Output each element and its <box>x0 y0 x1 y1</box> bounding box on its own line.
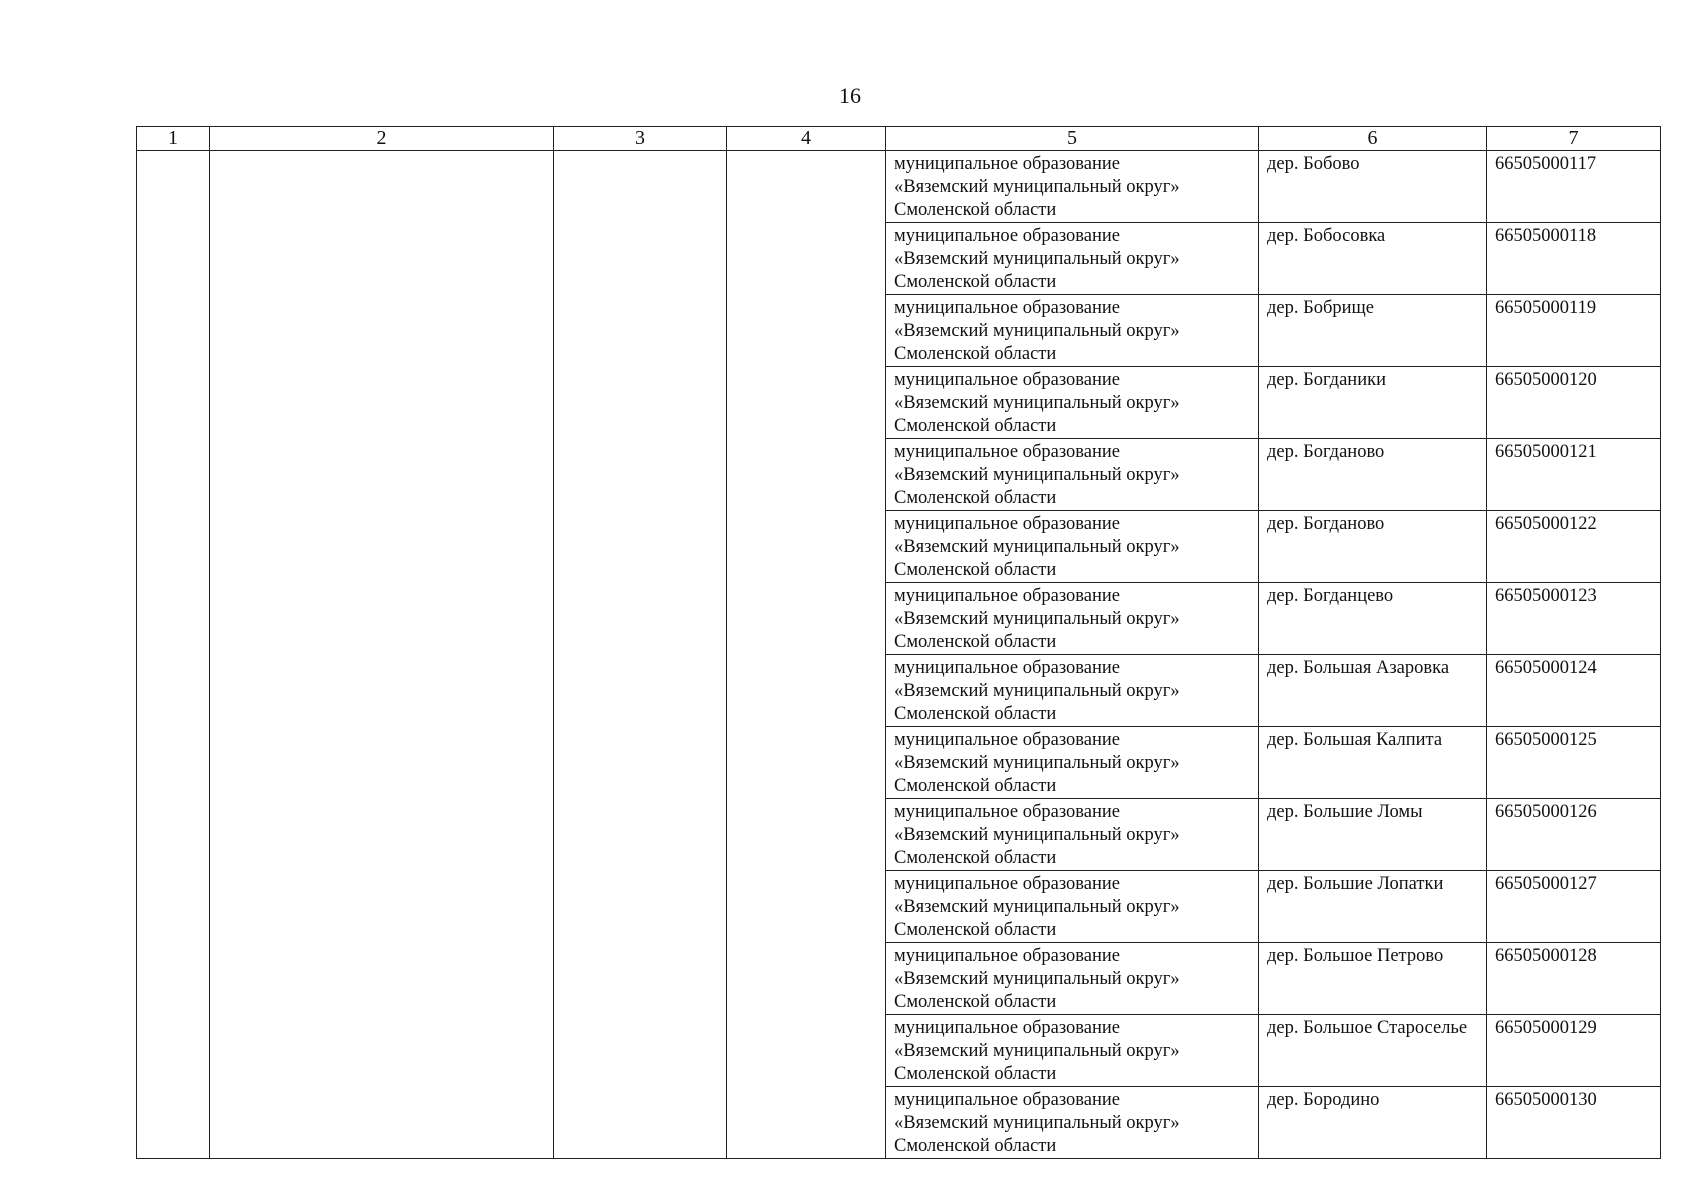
municipality-line: Смоленской области <box>894 992 1057 1012</box>
settlement-code: 66505000117 <box>1495 154 1597 174</box>
code-cell <box>1487 1087 1661 1159</box>
settlement-name: дер. Большое Петрово <box>1267 946 1444 966</box>
municipality-line: муниципальное образование <box>894 1018 1121 1038</box>
code-cell <box>1487 367 1661 439</box>
settlement-cell <box>1259 367 1487 439</box>
settlement-code: 66505000127 <box>1495 874 1597 894</box>
settlement-name: дер. Богданово <box>1267 442 1385 462</box>
municipality-line: Смоленской области <box>894 560 1057 580</box>
column-header-6: 6 <box>1259 127 1487 151</box>
settlement-name: дер. Большие Ломы <box>1267 802 1423 822</box>
code-cell <box>1487 151 1661 223</box>
settlement-name: дер. Бобосовка <box>1267 226 1386 246</box>
municipality-cell <box>886 223 1259 295</box>
municipality-line: «Вяземский муниципальный округ» <box>894 969 1180 989</box>
settlement-cell <box>1259 295 1487 367</box>
municipality-cell <box>886 583 1259 655</box>
settlement-code: 66505000124 <box>1495 658 1597 678</box>
municipality-line: Смоленской области <box>894 632 1057 652</box>
column-header-2: 2 <box>210 127 554 151</box>
column-3-cell <box>554 151 727 1159</box>
municipality-line: Смоленской области <box>894 704 1057 724</box>
settlement-cell <box>1259 799 1487 871</box>
settlement-code: 66505000120 <box>1495 370 1597 390</box>
municipality-cell <box>886 1015 1259 1087</box>
table-header <box>137 127 1661 151</box>
settlement-code: 66505000126 <box>1495 802 1597 822</box>
municipality-cell <box>886 799 1259 871</box>
column-header-3: 3 <box>554 127 727 151</box>
municipality-text <box>886 511 1258 582</box>
municipality-line: муниципальное образование <box>894 226 1121 246</box>
municipality-cell <box>886 943 1259 1015</box>
municipality-line: муниципальное образование <box>894 514 1121 534</box>
settlement-code: 66505000119 <box>1495 298 1597 318</box>
settlement-code: 66505000118 <box>1495 226 1597 246</box>
municipality-line: «Вяземский муниципальный округ» <box>894 321 1180 341</box>
municipality-line: Смоленской области <box>894 776 1057 796</box>
municipality-cell <box>886 871 1259 943</box>
municipality-cell <box>886 727 1259 799</box>
code-cell <box>1487 223 1661 295</box>
municipality-cell <box>886 295 1259 367</box>
municipality-line: муниципальное образование <box>894 730 1121 750</box>
settlement-name: дер. Большие Лопатки <box>1267 874 1444 894</box>
code-cell <box>1487 1015 1661 1087</box>
municipality-text <box>886 439 1258 510</box>
municipality-text <box>886 727 1258 798</box>
municipality-cell <box>886 439 1259 511</box>
settlement-name: дер. Бобрище <box>1267 298 1375 318</box>
settlement-name: дер. Богданцево <box>1267 586 1394 606</box>
municipality-line: Смоленской области <box>894 272 1057 292</box>
municipality-text <box>886 799 1258 870</box>
settlement-cell <box>1259 439 1487 511</box>
municipality-line: муниципальное образование <box>894 298 1121 318</box>
municipality-line: муниципальное образование <box>894 658 1121 678</box>
column-header-7: 7 <box>1487 127 1661 151</box>
municipality-line: муниципальное образование <box>894 154 1121 174</box>
table-row <box>137 151 1661 223</box>
table-body <box>137 151 1661 1159</box>
municipality-text <box>886 151 1258 222</box>
settlement-cell <box>1259 1015 1487 1087</box>
municipality-line: «Вяземский муниципальный округ» <box>894 177 1180 197</box>
municipality-line: «Вяземский муниципальный округ» <box>894 825 1180 845</box>
settlement-name: дер. Богданики <box>1267 370 1386 390</box>
municipality-line: Смоленской области <box>894 200 1057 220</box>
settlement-code: 66505000128 <box>1495 946 1597 966</box>
municipality-line: «Вяземский муниципальный округ» <box>894 897 1180 917</box>
municipality-line: муниципальное образование <box>894 802 1121 822</box>
municipality-line: муниципальное образование <box>894 946 1121 966</box>
municipality-cell <box>886 367 1259 439</box>
settlement-name: дер. Большая Азаровка <box>1267 658 1450 678</box>
column-header-1: 1 <box>137 127 210 151</box>
code-cell <box>1487 511 1661 583</box>
header-row <box>137 127 1661 151</box>
column-2-cell <box>210 151 554 1159</box>
code-cell <box>1487 727 1661 799</box>
settlement-cell <box>1259 943 1487 1015</box>
settlement-cell <box>1259 871 1487 943</box>
municipality-line: Смоленской области <box>894 1136 1057 1156</box>
settlement-cell <box>1259 511 1487 583</box>
settlement-cell <box>1259 223 1487 295</box>
municipality-text <box>886 583 1258 654</box>
municipality-line: «Вяземский муниципальный округ» <box>894 681 1180 701</box>
settlement-name: дер. Бобово <box>1267 154 1360 174</box>
municipality-line: «Вяземский муниципальный округ» <box>894 1113 1180 1133</box>
code-cell <box>1487 655 1661 727</box>
municipality-line: муниципальное образование <box>894 586 1121 606</box>
municipality-text <box>886 367 1258 438</box>
municipality-line: «Вяземский муниципальный округ» <box>894 609 1180 629</box>
municipality-text <box>886 1087 1258 1158</box>
settlement-name: дер. Богданово <box>1267 514 1385 534</box>
settlement-code: 66505000121 <box>1495 442 1597 462</box>
column-header-4: 4 <box>727 127 886 151</box>
settlement-name: дер. Большое Староселье <box>1267 1018 1468 1038</box>
municipality-text <box>886 943 1258 1014</box>
settlement-name: дер. Большая Калпита <box>1267 730 1443 750</box>
settlement-code: 66505000123 <box>1495 586 1597 606</box>
settlement-name: дер. Бородино <box>1267 1090 1380 1110</box>
municipality-line: Смоленской области <box>894 416 1057 436</box>
municipality-line: «Вяземский муниципальный округ» <box>894 1041 1180 1061</box>
code-cell <box>1487 295 1661 367</box>
municipality-cell <box>886 655 1259 727</box>
settlement-code: 66505000122 <box>1495 514 1597 534</box>
municipality-line: Смоленской области <box>894 848 1057 868</box>
settlement-cell <box>1259 727 1487 799</box>
municipality-text <box>886 223 1258 294</box>
settlement-cell <box>1259 655 1487 727</box>
municipality-cell <box>886 1087 1259 1159</box>
code-cell <box>1487 799 1661 871</box>
code-cell <box>1487 439 1661 511</box>
registry-table <box>136 126 1661 1159</box>
municipality-line: «Вяземский муниципальный округ» <box>894 537 1180 557</box>
municipality-line: «Вяземский муниципальный округ» <box>894 753 1180 773</box>
settlement-code: 66505000129 <box>1495 1018 1597 1038</box>
municipality-text <box>886 1015 1258 1086</box>
municipality-line: Смоленской области <box>894 1064 1057 1084</box>
settlement-cell <box>1259 151 1487 223</box>
municipality-line: Смоленской области <box>894 488 1057 508</box>
code-cell <box>1487 943 1661 1015</box>
municipality-line: муниципальное образование <box>894 874 1121 894</box>
municipality-text <box>886 655 1258 726</box>
municipality-cell <box>886 511 1259 583</box>
page-number: 16 <box>839 83 861 108</box>
municipality-line: муниципальное образование <box>894 1090 1121 1110</box>
municipality-line: «Вяземский муниципальный округ» <box>894 465 1180 485</box>
column-1-cell <box>137 151 210 1159</box>
settlement-code: 66505000125 <box>1495 730 1597 750</box>
municipality-line: «Вяземский муниципальный округ» <box>894 393 1180 413</box>
code-cell <box>1487 871 1661 943</box>
municipality-line: муниципальное образование <box>894 370 1121 390</box>
municipality-cell <box>886 151 1259 223</box>
code-cell <box>1487 583 1661 655</box>
settlement-cell <box>1259 583 1487 655</box>
municipality-line: Смоленской области <box>894 920 1057 940</box>
municipality-text <box>886 871 1258 942</box>
column-header-5: 5 <box>886 127 1259 151</box>
municipality-line: Смоленской области <box>894 344 1057 364</box>
municipality-text <box>886 295 1258 366</box>
settlement-cell <box>1259 1087 1487 1159</box>
column-4-cell <box>727 151 886 1159</box>
municipality-line: муниципальное образование <box>894 442 1121 462</box>
municipality-line: «Вяземский муниципальный округ» <box>894 249 1180 269</box>
settlement-code: 66505000130 <box>1495 1090 1597 1110</box>
